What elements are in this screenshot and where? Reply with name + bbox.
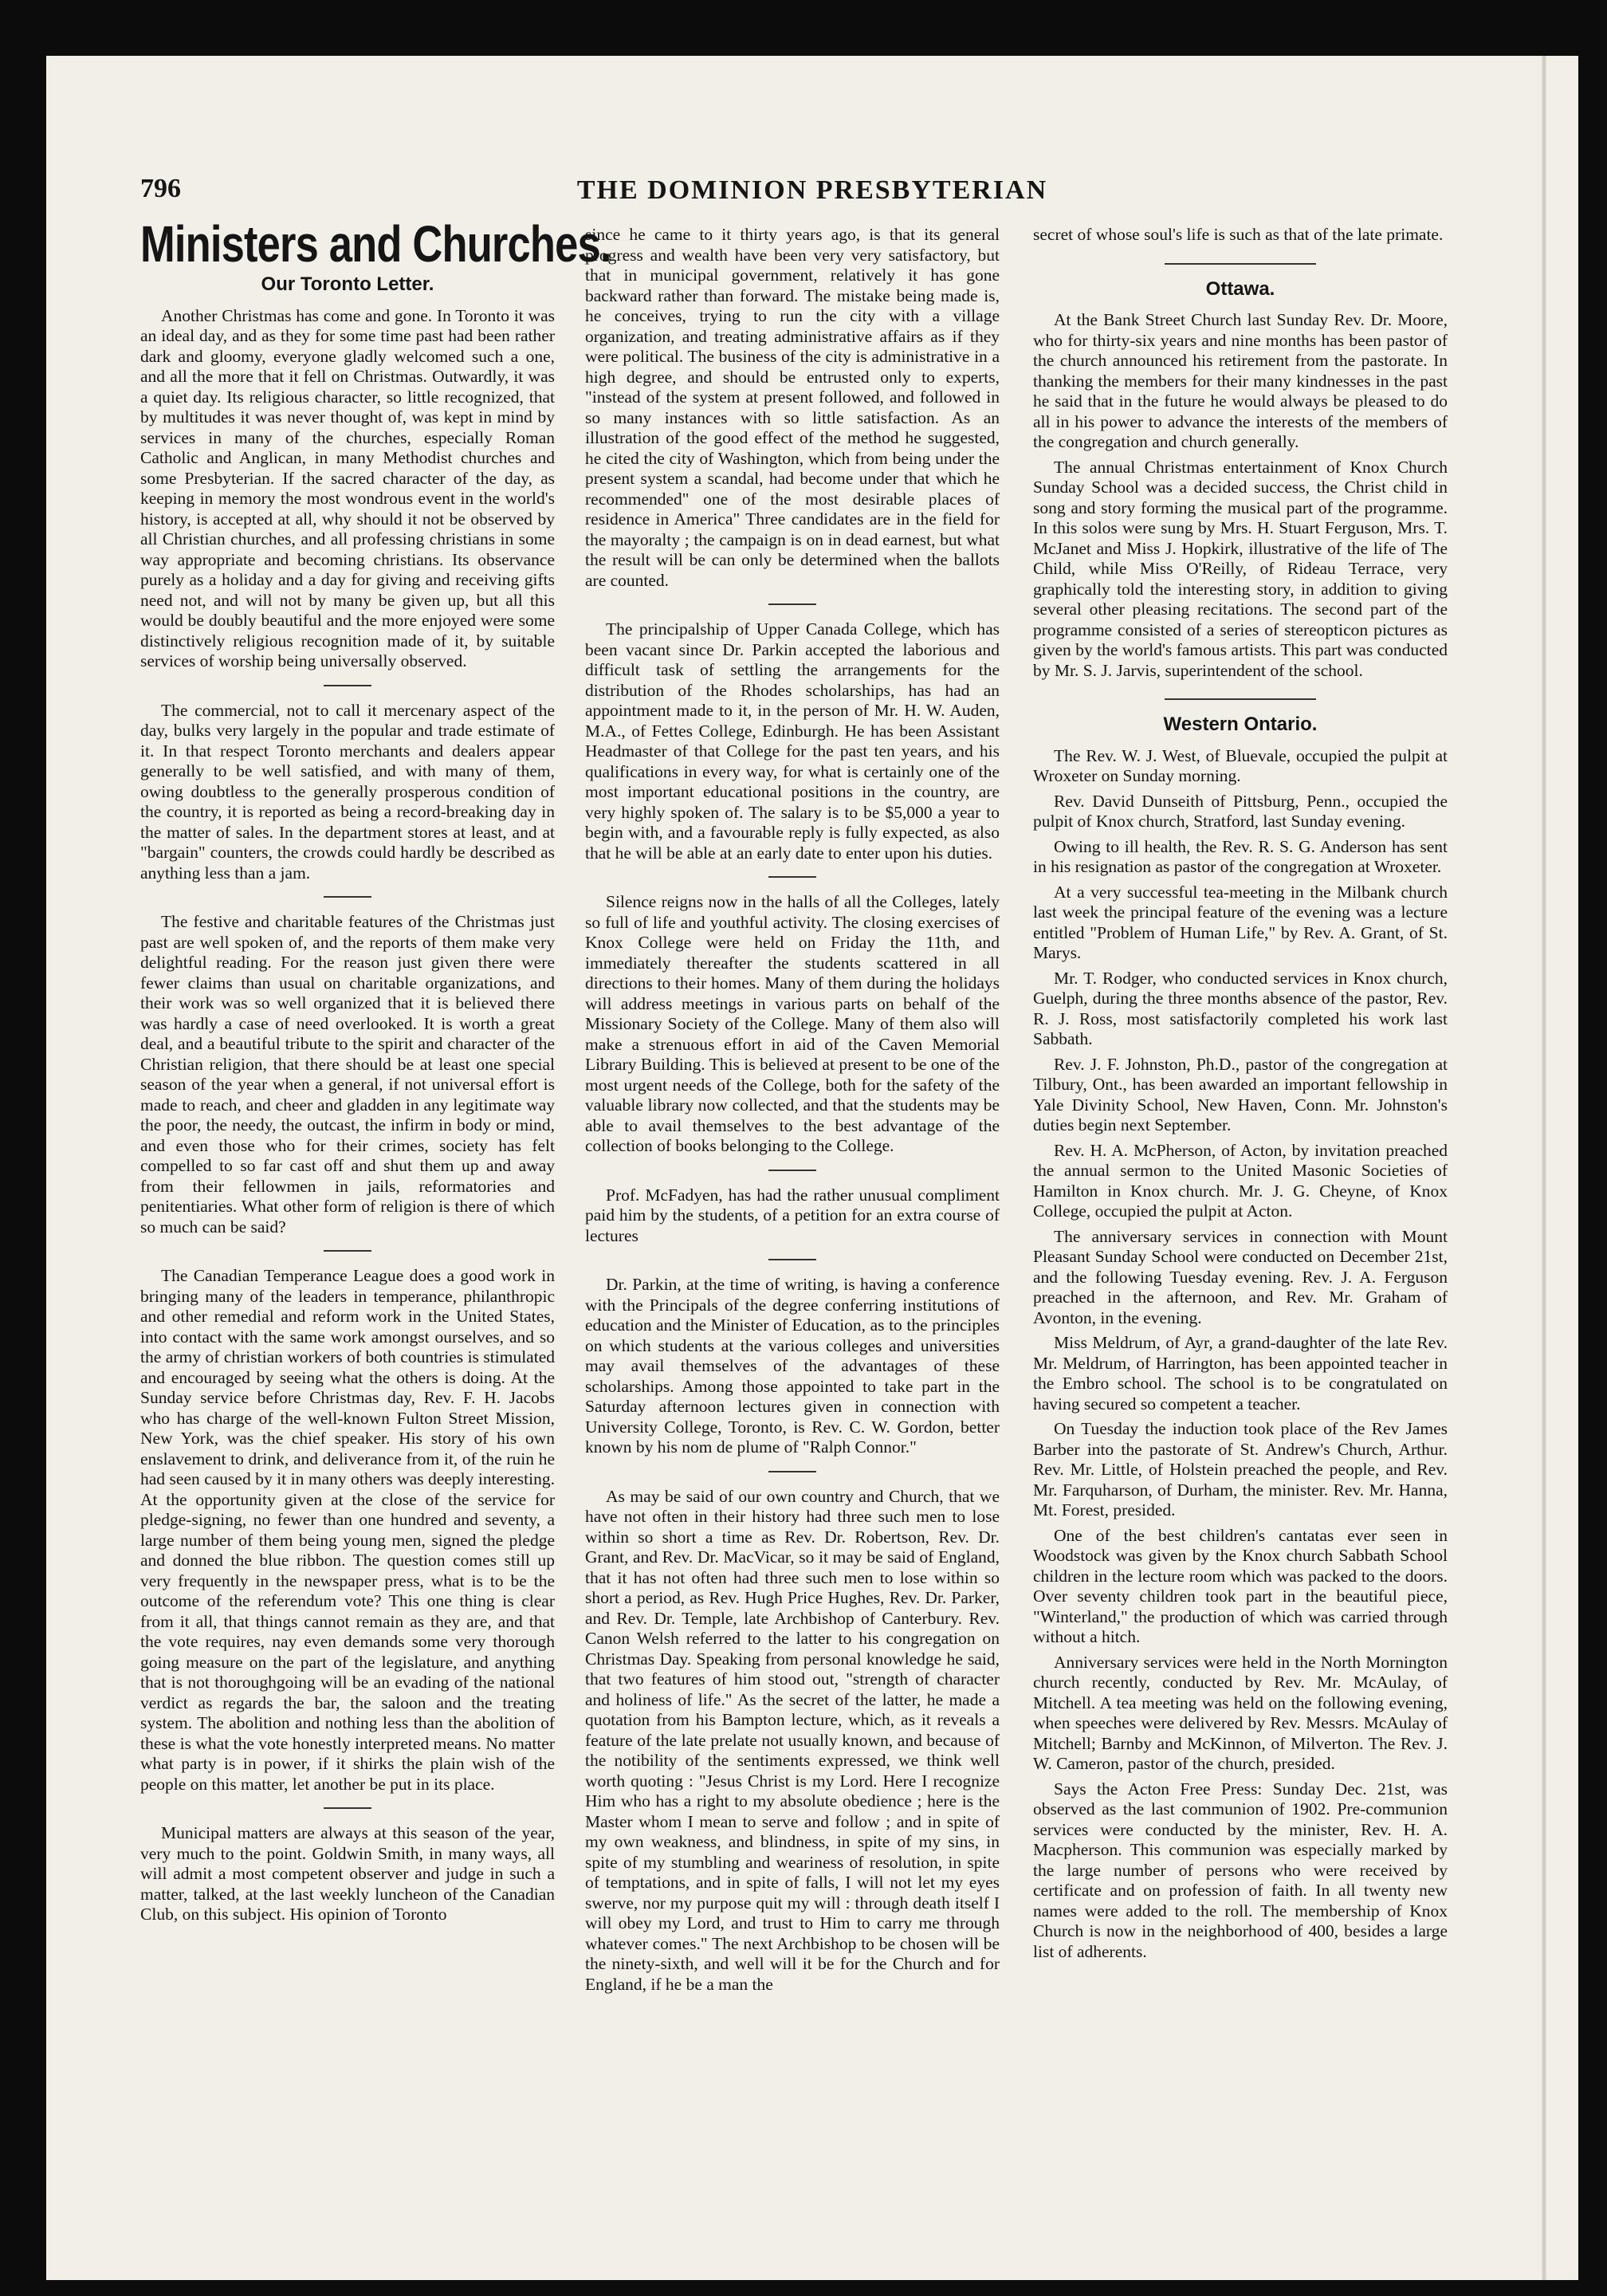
page-fold-shadow <box>1542 56 1546 2280</box>
paragraph: Rev. H. A. McPherson, of Acton, by invitation preached the annual sermon to the United Masonic Societies of Hamilton in Knox church. Mr. J. G. Cheyne, of Knox College, occupied the pulpit at Acton. <box>1033 1140 1448 1221</box>
divider <box>324 685 371 686</box>
paragraph: As may be said of our own country and Church, that we have not often in their history had three such men to lose within so short a time as Rev. Dr. Robertson, Rev. Dr. Grant, and Rev. Dr. MacVicar, so it may be said of England, that it has not often had three such men to lose within so short a period, as Rev. Hugh Price Hughes, Rev. Dr. Parker, and Rev. Dr. Temple, late Archbishop of Canterbury. Rev. Canon Welsh referred to the latter to his congregation on Christmas Day. Speaking from personal knowledge he said, that two features of him stood out, "strength of character and holiness of life." As the secret of the latter, he made a quotation from his Bampton lecture, which, as it reveals a feature of the late prelate not usually known, and because of the notibility of the sentiments expressed, we think well worth quoting : "Jesus Christ is my Lord. Here I recognize Him who has a right to my absolute obedience ; here is the Master whom I mean to serve and follow ; and in spite of my own weakness, and blindness, in spite of my sins, in spite of my stumbling and weariness of resolution, in spite of temptations, and in spite of falls, I will not let my eyes swerve, nor my purpose quit my will : through death itself I will obey my Lord, and trust to Him to carry me through whatever comes." The next Archbishop to be chosen will be the ninety-sixth, and well will it be for the Church and for England, if he be a man the <box>585 1486 1000 1994</box>
paragraph: Miss Meldrum, of Ayr, a grand-daughter of the late Rev. Mr. Meldrum, of Harrington, has been appointed teacher in the Embro school. The school is to be congratulated on having secured so competent a teacher. <box>1033 1333 1448 1413</box>
divider <box>1165 263 1316 265</box>
divider <box>768 1170 816 1171</box>
paragraph: On Tuesday the induction took place of the Rev James Barber into the pastorate of St. Andrew's Church, Arthur. Rev. Mr. Little, of Holstein preached the people, and Rev. Mr. Farquharson, of Durham, the minister. Rev. Mr. Hanna, Mt. Forest, presided. <box>1033 1419 1448 1520</box>
column-1 <box>140 271 555 2129</box>
paragraph: Prof. McFadyen, has had the rather unusual compliment paid him by the students, of a petition for an extra course of lectures <box>585 1185 1000 1245</box>
paragraph: The commercial, not to call it mercenary aspect of the day, bulks very largely in the popular and trade estimate of it. In that respect Toronto merchants and dealers appear generally to be well satisfied, and with many of them, owing doubtless to the generally prosperous condition of the country, it is reported as being a record-breaking day in the matter of sales. In the department stores at least, and at "bargain" counters, the crowds could hardly be described as anything less than a jam. <box>140 700 555 883</box>
paragraph: Mr. T. Rodger, who conducted services in Knox church, Guelph, during the three months absence of the pastor, Rev. R. J. Ross, most satisfactorily completed his work last Sabbath. <box>1033 968 1448 1048</box>
paragraph: One of the best children's cantatas ever seen in Woodstock was given by the Knox church Sabbath School children in the lecture room which was packed to the doors. Over seventy children took part in the beautiful piece, "Winterland," the production of which was carried through without a hitch. <box>1033 1525 1448 1646</box>
paragraph: Silence reigns now in the halls of all the Colleges, lately so full of life and youthful activity. The closing exercises of Knox College were held on Friday the 11th, and immediately thereafter the students scattered in all directions to their homes. Many of them during the holidays will address meetings in various parts on behalf of the Missionary Society of the College. Many of them also will make a strenuous effort in aid of the Caven Memorial Library Building. This is believed at present to be one of the most urgent needs of the College, both for the safety of the valuable library now collected, and that the students may be able to avail themselves to the best advantage of the collection of books belonging to the College. <box>585 892 1000 1155</box>
paragraph: Dr. Parkin, at the time of writing, is having a conference with the Principals of the degree conferring institutions of education and the Minister of Education, as to the principles on which students at the various colleges and universities may avail themselves of the advantages of these scholarships. Among those appointed to take part in the Saturday afternoon lectures given in connection with University College, Toronto, is Rev. C. W. Gordon, better known by his nom de plume of "Ralph Connor." <box>585 1275 1000 1457</box>
paragraph: Owing to ill health, the Rev. R. S. G. Anderson has sent in his resignation as pastor of the congregation at Wroxeter. <box>1033 836 1448 876</box>
divider <box>324 1807 371 1809</box>
paragraph: The principalship of Upper Canada College, which has been vacant since Dr. Parkin accepted the laborious and difficult task of settling the arrangements for the distribution of the Rhodes scholarships, has had an appointment made to it, in the person of Mr. H. W. Auden, M.A., of Fettes College, Edinburgh. He has been Assistant Headmaster of that College for the past ten years, and his qualifications in every way, for what is certainly one of the most important educational positions in the country, are very highly spoken of. The salary is to be $5,000 a year to begin with, and a favourable reply is fully expected, as also that he will be able at an early date to enter upon his duties. <box>585 619 1000 863</box>
paragraph: since he came to it thirty years ago, is that its general progress and wealth have been very very satisfactory, but that in municipal government, relatively it has gone backward rather than forward. The mistake being made is, he conceives, trying to run the city with a village organization, and treating administrative affairs as if they were political. The business of the city is administrative in a high degree, and should be entrusted only to experts, "instead of the system at present followed, and followed in so many instances with so little satisfaction. As an illustration of the good effect of the method he suggested, he cited the city of Washington, which from being under the present system a scandal, had become under that which he recommended" one of the most desirable places of residence in America" Three candidates are in the field for the mayoralty ; the campaign is on in dead earnest, but what the result will be can only be determined when the ballots are counted. <box>585 225 1000 590</box>
paragraph: Rev. J. F. Johnston, Ph.D., pastor of the congregation at Tilbury, Ont., has been awarded an important fellowship in Yale Divinity School, New Haven, Conn. Mr. Johnston's duties begin next September. <box>1033 1054 1448 1134</box>
divider <box>324 896 371 898</box>
paragraph: Municipal matters are always at this season of the year, very much to the point. Goldwin Smith, in many ways, all will admit a most competent observer and judge in such a matter, talked, at the last weekly luncheon of the Canadian Club, on this subject. His opinion of Toronto <box>140 1823 555 1924</box>
divider <box>324 1250 371 1252</box>
paragraph: Another Christmas has come and gone. In Toronto it was an ideal day, and as they for some time past had been rather dark and gloomy, everyone gladly welcomed such a one, and all the more that it fell on Christmas. Outwardly, it was a quiet day. Its religious character, so little recognized, that by multitudes it was never thought of, was kept in mind by services in many of the churches, especially Roman Catholic and Anglican, in many Methodist churches and some Presbyterian. If the sacred character of the day, as keeping in memory the most wondrous event in the world's history, is accepted at all, why should it not be observed by all Christian churches, and all professing christians in some way appropriate and becoming christians. Its observance purely as a holiday and a day for giving and receiving gifts need not, and will not by many be given up, but all this would be doubly beautiful and the more enjoyed were some distinctively religious recognition made of it, by suitable services of worship being universally observed. <box>140 305 555 670</box>
paragraph: secret of whose soul's life is such as that of the late primate. <box>1033 225 1444 244</box>
paragraph: At the Bank Street Church last Sunday Rev. Dr. Moore, who for thirty-six years and nine months has been pastor of the church announced his retirement from the pastorate. In thanking the members for their many kindnesses in the past he said that in the future he would always be pleased to do all in his power to advance the interests of the members of the congregation and church generally. <box>1033 310 1448 451</box>
newspaper-page <box>46 56 1578 2280</box>
paragraph: Says the Acton Free Press: Sunday Dec. 21st, was observed as the last communion of 1902. Pre-communion services were conducted by the minister, Rev. H. A. Macpherson. This communion was especially marked by the large number of persons who were received by certificate and on profession of faith. In all twenty new names were added to the roll. The membership of Knox Church is now in the neighborhood of 400, besides a large list of adherents. <box>1033 1779 1448 1961</box>
divider <box>768 603 816 605</box>
column-heading-western-ontario: Western Ontario. <box>1163 714 1318 735</box>
column-heading-ottawa: Ottawa. <box>1205 277 1275 300</box>
paragraph: The anniversary services in connection with Mount Pleasant Sunday School were conducted on December 21st, and the following Tuesday evening. Rev. J. A. Ferguson preached in the afternoon, and Rev. Mr. Graham of Avonton, in the evening. <box>1033 1226 1448 1327</box>
paragraph: The Canadian Temperance League does a good work in bringing many of the leaders in temperance, philanthropic and other remedial and reform work in the United States, into contact with the same work amongst ourselves, and so the army of christian workers of both countries is stimulated and encouraged by seeing what the others is doing. At the Sunday service before Christmas day, Rev. F. H. Jacobs who has charge of the well-known Fulton Street Mission, New York, was the chief speaker. His story of his own enslavement to drink, and deliverance from it, of the ruin he had seen caused by it in many others was deeply interesting. At the opportunity given at the close of the service for pledge-signing, no fewer than one hundred and seventy, a large number of them being young men, signed the pledge and donned the blue ribbon. The question comes still up very frequently in the newspaper press, what is to be the outcome of the referendum vote? This one thing is clear from it all, that things cannot remain as they are, and that the vote requires, nay even demands some very thorough going measure on the part of the legislature, and anything that is not thoroughgoing will be an evading of the national verdict as regards the bar, the saloon and the treating system. The abolition and nothing less than the abolition of these is what the vote honestly interpreted means. No matter what party is in power, if it shirks the plain wish of the people on this matter, let another be put in its place. <box>140 1266 555 1794</box>
section-title: Ministers and Churches. <box>140 215 611 273</box>
running-head: THE DOMINION PRESBYTERIAN <box>576 175 1048 205</box>
divider <box>1165 698 1316 700</box>
divider <box>768 1259 816 1260</box>
paragraph: At a very successful tea-meeting in the Milbank church last week the principal feature of the evening was a lecture entitled "Problem of Human Life," by Rev. A. Grant, of St. Marys. <box>1033 882 1448 962</box>
column-heading-toronto-letter: Our Toronto Letter. <box>261 273 434 295</box>
divider <box>768 876 816 878</box>
paragraph: The annual Christmas entertainment of Knox Church Sunday School was a decided success, the Christ child in song and story forming the musical part of the programme. In this solos were sung by Mrs. H. Stuart Ferguson, Mrs. T. McJanet and Miss J. Hopkirk, illustrative of the life of The Child, while Miss O'Reilly, of Rideau Terrace, very graphically told the interesting story, in addition to giving several other pleasing recitations. The second part of the programme consisted of a series of stereopticon pictures as given by the world's famous artists. This part was conducted by Mr. S. J. Jarvis, superintendent of the school. <box>1033 457 1448 680</box>
paragraph: The Rev. W. J. West, of Bluevale, occupied the pulpit at Wroxeter on Sunday morning. <box>1033 745 1448 785</box>
paragraph: The festive and charitable features of the Christmas just past are well spoken of, and the reports of them make very delightful reading. For the reason just given there were fewer claims than usual on charitable organizations, and their work was so well organized that it is believed there was hardly a case of need overlooked. It is worth a great deal, and a beautiful tribute to the spirit and character of the Christian religion, that there should be at least one special season of the year when a general, if not universal effort is made to reach, and cheer and gladden in any legitimate way the poor, the needy, the outcast, the infirm in body or mind, and even those who for their crimes, society has felt compelled to so far cast off and shut them up and away from their fellowmen in jails, reformatories and penitentiaries. What other form of religion is there of which so much can be said? <box>140 912 555 1236</box>
divider <box>768 1471 816 1472</box>
paragraph: Anniversary services were held in the North Mornington church recently, conducted by Rev. Mr. McAulay, of Mitchell. A tea meeting was held on the following evening, when speeches were delivered by Rev. Messrs. McAulay of Mitchell; Barnby and McKinnon, of Milverton. The Rev. J. W. Cameron, pastor of the church, presided. <box>1033 1652 1448 1773</box>
paragraph: Rev. David Dunseith of Pittsburg, Penn., occupied the pulpit of Knox church, Stratford, last Sunday evening. <box>1033 791 1448 831</box>
column-3 <box>1033 225 1448 2122</box>
page-number: 796 <box>140 174 181 203</box>
column-2 <box>585 225 1000 2122</box>
